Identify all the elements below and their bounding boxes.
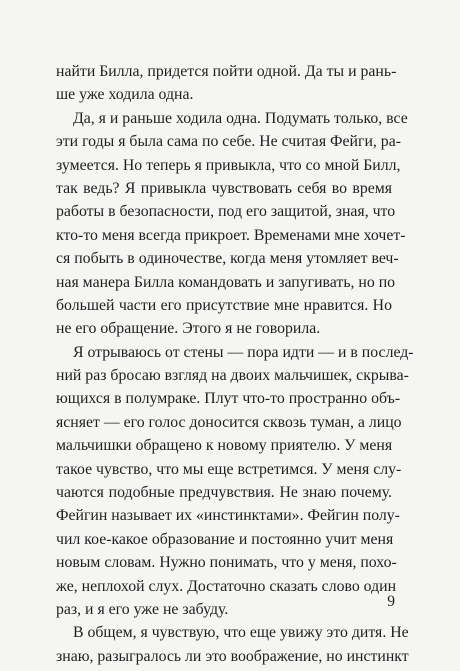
- text-line: так ведь? Я привыкла чувствовать себя во время: [56, 179, 392, 197]
- text-line: мальчишки обращено к новому приятелю. У меня: [56, 437, 393, 455]
- text-line: Я отрываюсь от стены — пора идти — и в послед-: [73, 343, 414, 361]
- text-line: же, неплохой слух. Достаточно сказать слово один: [56, 577, 397, 595]
- text-line: новым словам. Нужно понимать, что у меня, похо-: [56, 554, 397, 572]
- text-line: Фейгин называет их «инстинктами». Фейгин полу-: [56, 507, 400, 525]
- text-line: найти Билла, придется пойти одной. Да ты и рань-: [56, 63, 397, 80]
- text-line: большей части его присутствие мне нравится. Но: [56, 296, 392, 314]
- text-line: ная манера Билла командовать и запугивать, но по: [56, 273, 396, 291]
- text-line: ющихся в полумраке. Плут что-то пространно объ-: [56, 390, 401, 408]
- text-line: ше уже ходила одна.: [56, 86, 194, 104]
- text-line: ний раз бросаю взгляд на двоих мальчишек, скрыва-: [56, 367, 409, 385]
- text-line: зумеется. Но теперь я привыкла, что со мной Билл,: [56, 156, 401, 174]
- text-line: кто-то меня всегда прикроет. Временами мне хочет-: [56, 226, 406, 244]
- page-number: 9: [387, 593, 395, 610]
- text-line: ся побыть в одиночестве, когда меня утомляет веч-: [56, 250, 399, 268]
- text-line: Да, я и раньше ходила одна. Подумать только, все: [73, 109, 408, 127]
- text-line: такое чувство, что мы еще встретимся. У меня слу-: [56, 460, 402, 478]
- text-line: чил кое-какое образование и постоянно учит меня: [56, 530, 394, 548]
- text-line: раз, и я его уже не забуду.: [56, 600, 229, 618]
- text-line: чаются подобные предчувствия. Не знаю почему.: [56, 484, 392, 502]
- text-line: В общем, я чувствую, что еще увижу это дитя. Не: [73, 624, 409, 642]
- text-line: не его обращение. Этого я не говорила.: [56, 320, 321, 338]
- book-page-text: [56, 60, 414, 668]
- text-line: эти годы я была сама по себе. Не считая Фейги, ра-: [56, 133, 401, 151]
- text-line: знаю, разыгралось ли это воображение, но инстинкт: [56, 647, 409, 665]
- text-line: ясняет — его голос доносится сквозь туман, а лицо: [56, 413, 402, 431]
- text-line: работы в безопасности, под его защитой, зная, что: [56, 203, 396, 221]
